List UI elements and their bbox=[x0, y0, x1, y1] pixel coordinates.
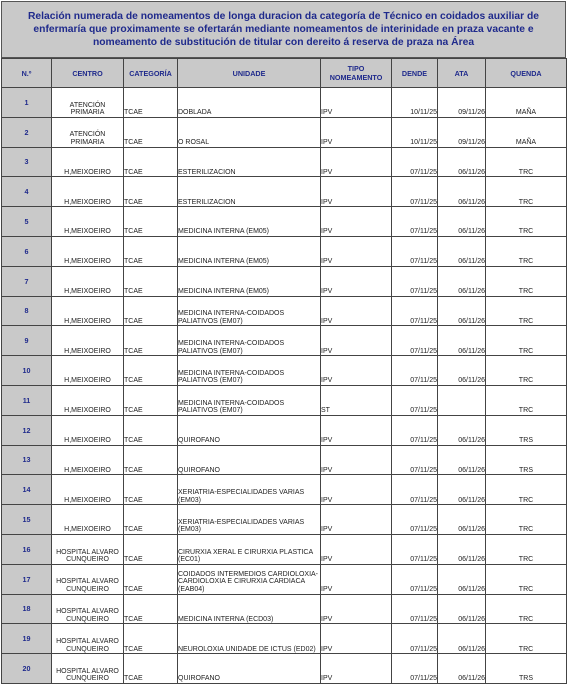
table-row bbox=[2, 654, 567, 684]
cell-categoria: TCAE bbox=[124, 534, 178, 564]
table-row bbox=[2, 296, 567, 326]
table-row bbox=[2, 475, 567, 505]
cell-unidade: MEDICINA INTERNA (EM05) bbox=[178, 236, 321, 266]
cell-unidade: DOBLADA bbox=[178, 88, 321, 118]
header-categoria: CATEGORÍA bbox=[124, 59, 178, 88]
cell-centro: HOSPITAL ALVARO CUNQUEIRO bbox=[52, 564, 124, 594]
cell-quenda: TRC bbox=[486, 177, 567, 207]
cell-ata: 06/11/26 bbox=[438, 236, 486, 266]
cell-categoria: TCAE bbox=[124, 624, 178, 654]
cell-ata: 06/11/26 bbox=[438, 624, 486, 654]
cell-dende: 07/11/25 bbox=[392, 415, 438, 445]
cell-categoria: TCAE bbox=[124, 296, 178, 326]
cell-quenda: TRC bbox=[486, 147, 567, 177]
cell-unidade: XERIATRIA-ESPECIALIDADES VARIAS (EM03) bbox=[178, 475, 321, 505]
cell-categoria: TCAE bbox=[124, 564, 178, 594]
cell-num: 5 bbox=[2, 207, 52, 237]
cell-num: 2 bbox=[2, 117, 52, 147]
cell-centro: H,MEIXOEIRO bbox=[52, 475, 124, 505]
cell-tipo: IPV bbox=[321, 475, 392, 505]
cell-unidade: MEDICINA INTERNA-COIDADOS PALIATIVOS (EM07) bbox=[178, 296, 321, 326]
cell-unidade: CIRURXIA XERAL E CIRURXIA PLASTICA (EC01) bbox=[178, 534, 321, 564]
cell-num: 13 bbox=[2, 445, 52, 475]
header-tipo: TIPO NOMEAMENTO bbox=[321, 59, 392, 88]
cell-centro: HOSPITAL ALVARO CUNQUEIRO bbox=[52, 654, 124, 684]
cell-centro: H,MEIXOEIRO bbox=[52, 385, 124, 415]
cell-categoria: TCAE bbox=[124, 88, 178, 118]
cell-num: 4 bbox=[2, 177, 52, 207]
cell-categoria: TCAE bbox=[124, 117, 178, 147]
cell-ata bbox=[438, 385, 486, 415]
cell-num: 16 bbox=[2, 534, 52, 564]
table-row bbox=[2, 385, 567, 415]
cell-centro: H,MEIXOEIRO bbox=[52, 177, 124, 207]
cell-quenda: TRC bbox=[486, 236, 567, 266]
cell-ata: 06/11/26 bbox=[438, 564, 486, 594]
cell-dende: 07/11/25 bbox=[392, 385, 438, 415]
cell-unidade: MEDICINA INTERNA-COIDADOS PALIATIVOS (EM07) bbox=[178, 385, 321, 415]
cell-dende: 07/11/25 bbox=[392, 624, 438, 654]
cell-categoria: TCAE bbox=[124, 654, 178, 684]
cell-quenda: MAÑA bbox=[486, 117, 567, 147]
cell-quenda: TRC bbox=[486, 326, 567, 356]
cell-centro: H,MEIXOEIRO bbox=[52, 207, 124, 237]
table-row bbox=[2, 236, 567, 266]
cell-num: 19 bbox=[2, 624, 52, 654]
cell-unidade: MEDICINA INTERNA (ECD03) bbox=[178, 594, 321, 624]
header-quenda: QUENDA bbox=[486, 59, 567, 88]
document-title: Relación numerada de nomeamentos de longa duracion da categoría de Técnico en coidados auxiliar de enfermaría que proximamente se ofertarán mediante nomeamentos de interinidade en praza vacante e nomeamento de substitución de titular con dereito á reserva de praza na Área bbox=[1, 1, 566, 58]
cell-centro: ATENCIÓN PRIMARIA bbox=[52, 117, 124, 147]
cell-ata: 06/11/26 bbox=[438, 445, 486, 475]
cell-tipo: IPV bbox=[321, 177, 392, 207]
cell-num: 14 bbox=[2, 475, 52, 505]
cell-dende: 07/11/25 bbox=[392, 594, 438, 624]
cell-num: 18 bbox=[2, 594, 52, 624]
table-row bbox=[2, 505, 567, 535]
cell-centro: H,MEIXOEIRO bbox=[52, 236, 124, 266]
cell-centro: HOSPITAL ALVARO CUNQUEIRO bbox=[52, 594, 124, 624]
cell-ata: 06/11/26 bbox=[438, 594, 486, 624]
cell-unidade: QUIROFANO bbox=[178, 654, 321, 684]
cell-categoria: TCAE bbox=[124, 505, 178, 535]
cell-unidade: MEDICINA INTERNA-COIDADOS PALIATIVOS (EM07) bbox=[178, 356, 321, 386]
cell-ata: 06/11/26 bbox=[438, 654, 486, 684]
cell-centro: HOSPITAL ALVARO CUNQUEIRO bbox=[52, 534, 124, 564]
cell-categoria: TCAE bbox=[124, 207, 178, 237]
cell-categoria: TCAE bbox=[124, 594, 178, 624]
cell-categoria: TCAE bbox=[124, 236, 178, 266]
cell-tipo: IPV bbox=[321, 266, 392, 296]
cell-unidade: NEUROLOXIA UNIDADE DE ICTUS (ED02) bbox=[178, 624, 321, 654]
cell-tipo: IPV bbox=[321, 505, 392, 535]
cell-tipo: IPV bbox=[321, 534, 392, 564]
table-row bbox=[2, 266, 567, 296]
cell-quenda: TRC bbox=[486, 534, 567, 564]
cell-dende: 07/11/25 bbox=[392, 207, 438, 237]
cell-unidade: COIDADOS INTERMEDIOS CARDIOLOXIA-CARDIOLOXIA E CIRURXIA CARDIACA (EAB04) bbox=[178, 564, 321, 594]
cell-dende: 07/11/25 bbox=[392, 266, 438, 296]
cell-quenda: TRC bbox=[486, 505, 567, 535]
header-num: N.º bbox=[2, 59, 52, 88]
cell-ata: 06/11/26 bbox=[438, 475, 486, 505]
cell-quenda: TRC bbox=[486, 564, 567, 594]
cell-dende: 07/11/25 bbox=[392, 534, 438, 564]
cell-unidade: MEDICINA INTERNA (EM05) bbox=[178, 266, 321, 296]
table-row bbox=[2, 415, 567, 445]
table-row bbox=[2, 177, 567, 207]
cell-centro: H,MEIXOEIRO bbox=[52, 266, 124, 296]
cell-quenda: TRC bbox=[486, 296, 567, 326]
cell-num: 12 bbox=[2, 415, 52, 445]
cell-unidade: XERIATRIA-ESPECIALIDADES VARIAS (EM03) bbox=[178, 505, 321, 535]
cell-tipo: IPV bbox=[321, 415, 392, 445]
cell-categoria: TCAE bbox=[124, 266, 178, 296]
cell-dende: 07/11/25 bbox=[392, 654, 438, 684]
appointments-table bbox=[1, 58, 567, 684]
cell-tipo: ST bbox=[321, 385, 392, 415]
cell-tipo: IPV bbox=[321, 624, 392, 654]
cell-quenda: TRC bbox=[486, 266, 567, 296]
table-row bbox=[2, 564, 567, 594]
cell-num: 9 bbox=[2, 326, 52, 356]
cell-categoria: TCAE bbox=[124, 177, 178, 207]
cell-num: 8 bbox=[2, 296, 52, 326]
cell-centro: HOSPITAL ALVARO CUNQUEIRO bbox=[52, 624, 124, 654]
cell-num: 17 bbox=[2, 564, 52, 594]
cell-quenda: TRC bbox=[486, 594, 567, 624]
cell-tipo: IPV bbox=[321, 117, 392, 147]
cell-ata: 09/11/26 bbox=[438, 117, 486, 147]
cell-categoria: TCAE bbox=[124, 475, 178, 505]
cell-num: 15 bbox=[2, 505, 52, 535]
cell-tipo: IPV bbox=[321, 594, 392, 624]
cell-tipo: IPV bbox=[321, 564, 392, 594]
cell-tipo: IPV bbox=[321, 236, 392, 266]
cell-centro: H,MEIXOEIRO bbox=[52, 326, 124, 356]
cell-quenda: TRC bbox=[486, 385, 567, 415]
table-row bbox=[2, 326, 567, 356]
cell-num: 3 bbox=[2, 147, 52, 177]
table-row bbox=[2, 356, 567, 386]
cell-ata: 06/11/26 bbox=[438, 534, 486, 564]
cell-tipo: IPV bbox=[321, 296, 392, 326]
cell-centro: H,MEIXOEIRO bbox=[52, 415, 124, 445]
cell-dende: 07/11/25 bbox=[392, 177, 438, 207]
cell-unidade: O ROSAL bbox=[178, 117, 321, 147]
cell-dende: 10/11/25 bbox=[392, 88, 438, 118]
cell-unidade: QUIROFANO bbox=[178, 445, 321, 475]
cell-tipo: IPV bbox=[321, 356, 392, 386]
header-dende: DENDE bbox=[392, 59, 438, 88]
cell-centro: H,MEIXOEIRO bbox=[52, 296, 124, 326]
cell-categoria: TCAE bbox=[124, 415, 178, 445]
cell-tipo: IPV bbox=[321, 654, 392, 684]
cell-dende: 10/11/25 bbox=[392, 117, 438, 147]
cell-categoria: TCAE bbox=[124, 326, 178, 356]
cell-ata: 06/11/26 bbox=[438, 177, 486, 207]
cell-quenda: TRC bbox=[486, 624, 567, 654]
cell-unidade: QUIROFANO bbox=[178, 415, 321, 445]
cell-quenda: TRC bbox=[486, 207, 567, 237]
cell-ata: 06/11/26 bbox=[438, 356, 486, 386]
cell-quenda: MAÑA bbox=[486, 88, 567, 118]
cell-ata: 06/11/26 bbox=[438, 326, 486, 356]
cell-ata: 06/11/26 bbox=[438, 147, 486, 177]
cell-tipo: IPV bbox=[321, 445, 392, 475]
header-ata: ATA bbox=[438, 59, 486, 88]
cell-dende: 07/11/25 bbox=[392, 445, 438, 475]
cell-ata: 06/11/26 bbox=[438, 415, 486, 445]
cell-num: 1 bbox=[2, 88, 52, 118]
cell-num: 20 bbox=[2, 654, 52, 684]
table-row bbox=[2, 88, 567, 118]
cell-ata: 06/11/26 bbox=[438, 296, 486, 326]
cell-tipo: IPV bbox=[321, 326, 392, 356]
cell-ata: 09/11/26 bbox=[438, 88, 486, 118]
header-unidade: UNIDADE bbox=[178, 59, 321, 88]
cell-tipo: IPV bbox=[321, 207, 392, 237]
cell-dende: 07/11/25 bbox=[392, 147, 438, 177]
cell-tipo: IPV bbox=[321, 88, 392, 118]
cell-num: 6 bbox=[2, 236, 52, 266]
cell-ata: 06/11/26 bbox=[438, 266, 486, 296]
cell-categoria: TCAE bbox=[124, 356, 178, 386]
cell-num: 11 bbox=[2, 385, 52, 415]
cell-ata: 06/11/26 bbox=[438, 207, 486, 237]
table-row bbox=[2, 207, 567, 237]
cell-dende: 07/11/25 bbox=[392, 326, 438, 356]
cell-categoria: TCAE bbox=[124, 445, 178, 475]
cell-quenda: TRS bbox=[486, 445, 567, 475]
cell-centro: H,MEIXOEIRO bbox=[52, 356, 124, 386]
cell-unidade: ESTERILIZACION bbox=[178, 177, 321, 207]
cell-quenda: TRS bbox=[486, 415, 567, 445]
cell-dende: 07/11/25 bbox=[392, 236, 438, 266]
cell-num: 10 bbox=[2, 356, 52, 386]
cell-unidade: MEDICINA INTERNA (EM05) bbox=[178, 207, 321, 237]
cell-centro: ATENCIÓN PRIMARIA bbox=[52, 88, 124, 118]
cell-quenda: TRC bbox=[486, 356, 567, 386]
cell-ata: 06/11/26 bbox=[438, 505, 486, 535]
table-row bbox=[2, 147, 567, 177]
table-row bbox=[2, 117, 567, 147]
table-row bbox=[2, 624, 567, 654]
cell-centro: H,MEIXOEIRO bbox=[52, 505, 124, 535]
cell-unidade: ESTERILIZACION bbox=[178, 147, 321, 177]
cell-dende: 07/11/25 bbox=[392, 296, 438, 326]
cell-categoria: TCAE bbox=[124, 385, 178, 415]
table-row bbox=[2, 534, 567, 564]
cell-quenda: TRC bbox=[486, 475, 567, 505]
cell-num: 7 bbox=[2, 266, 52, 296]
cell-dende: 07/11/25 bbox=[392, 564, 438, 594]
cell-dende: 07/11/25 bbox=[392, 505, 438, 535]
cell-quenda: TRS bbox=[486, 654, 567, 684]
cell-dende: 07/11/25 bbox=[392, 475, 438, 505]
header-row bbox=[2, 59, 567, 88]
cell-categoria: TCAE bbox=[124, 147, 178, 177]
cell-centro: H,MEIXOEIRO bbox=[52, 147, 124, 177]
header-centro: CENTRO bbox=[52, 59, 124, 88]
table-row bbox=[2, 594, 567, 624]
cell-dende: 07/11/25 bbox=[392, 356, 438, 386]
cell-unidade: MEDICINA INTERNA-COIDADOS PALIATIVOS (EM07) bbox=[178, 326, 321, 356]
table-row bbox=[2, 445, 567, 475]
cell-tipo: IPV bbox=[321, 147, 392, 177]
cell-centro: H,MEIXOEIRO bbox=[52, 445, 124, 475]
